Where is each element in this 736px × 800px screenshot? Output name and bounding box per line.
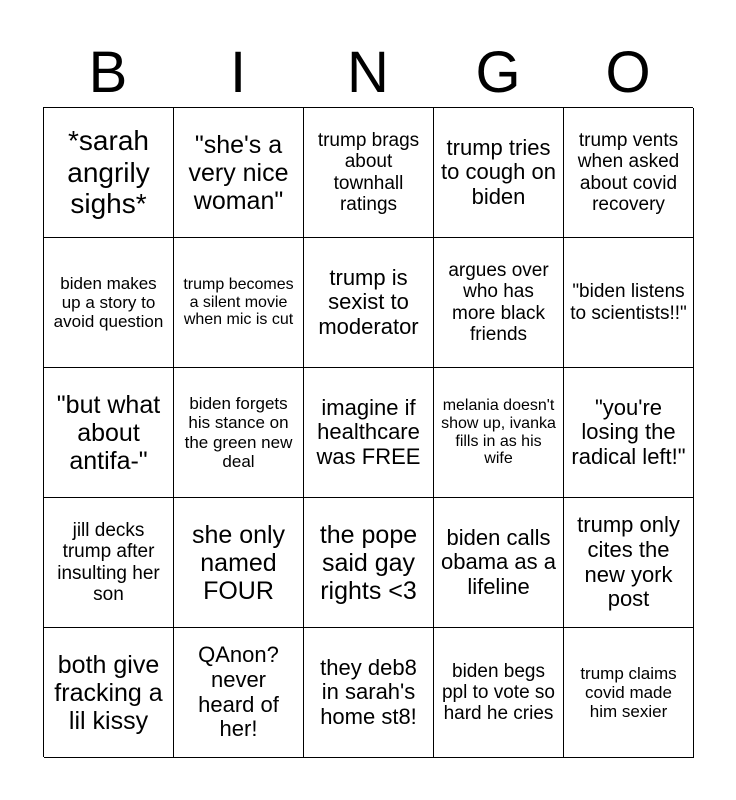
cell-text: they deb8 in sarah's home st8! — [320, 654, 417, 729]
header-letter-g: G — [475, 40, 521, 105]
bingo-cell[interactable] — [44, 368, 174, 498]
cell-text: imagine if healthcare was FREE — [316, 394, 421, 469]
bingo-cell[interactable] — [434, 108, 564, 238]
bingo-cell[interactable] — [304, 368, 434, 498]
bingo-cell[interactable] — [564, 498, 694, 628]
bingo-cell[interactable] — [174, 368, 304, 498]
bingo-cell[interactable] — [44, 238, 174, 368]
bingo-cell[interactable] — [434, 498, 564, 628]
header-letter-b: B — [88, 40, 128, 105]
bingo-cell[interactable] — [564, 108, 694, 238]
bingo-cell[interactable] — [304, 498, 434, 628]
cell-text: biden forgets his stance on the green new deal — [184, 394, 293, 471]
cell-text: "biden listens to scientists!!" — [570, 281, 687, 324]
bingo-cell[interactable] — [564, 238, 694, 368]
header-letter-n: N — [347, 40, 389, 105]
bingo-cell[interactable] — [174, 108, 304, 238]
bingo-cell[interactable] — [564, 628, 694, 758]
bingo-header — [43, 40, 693, 106]
bingo-cell[interactable] — [304, 108, 434, 238]
bingo-cell[interactable] — [174, 498, 304, 628]
bingo-cell[interactable] — [434, 368, 564, 498]
cell-text: both give fracking a lil kissy — [54, 650, 163, 735]
cell-text: biden begs ppl to vote so hard he cries — [441, 660, 556, 725]
bingo-cell[interactable] — [304, 238, 434, 368]
cell-text: trump becomes a silent movie when mic is cut — [183, 275, 294, 329]
cell-text: QAnon? never heard of her! — [198, 642, 279, 742]
cell-text: "but what about antifa-" — [56, 390, 161, 475]
cell-text: *sarah angrily sighs* — [67, 125, 150, 220]
bingo-cell[interactable] — [564, 368, 694, 498]
cell-text: trump vents when asked about covid recovery — [577, 129, 680, 215]
header-letter-o: O — [605, 40, 651, 105]
cell-text: biden calls obama as a lifeline — [441, 524, 556, 599]
bingo-cell[interactable] — [44, 628, 174, 758]
bingo-cell[interactable] — [174, 238, 304, 368]
bingo-cell[interactable] — [434, 628, 564, 758]
bingo-board — [43, 107, 693, 757]
cell-text: trump tries to cough on biden — [441, 134, 556, 209]
cell-text: trump claims covid made him sexier — [580, 663, 677, 722]
bingo-cell[interactable] — [434, 238, 564, 368]
cell-text: argues over who has more black friends — [448, 259, 549, 345]
bingo-cell[interactable] — [44, 108, 174, 238]
cell-text: trump only cites the new york post — [577, 512, 680, 612]
cell-text: jill decks trump after insulting her son — [57, 519, 160, 605]
cell-text: "she's a very nice woman" — [188, 130, 289, 215]
header-letter-i: I — [229, 40, 247, 105]
bingo-cell[interactable] — [44, 498, 174, 628]
cell-text: trump brags about townhall ratings — [317, 129, 420, 215]
cell-text: trump is sexist to moderator — [318, 264, 419, 339]
bingo-cell[interactable] — [304, 628, 434, 758]
cell-text: "you're losing the radical left!" — [571, 394, 686, 469]
cell-text: melania doesn't show up, ivanka fills in as his wife — [441, 396, 556, 468]
cell-text: the pope said gay rights <3 — [319, 520, 418, 605]
cell-text: she only named FOUR — [191, 520, 286, 605]
cell-text: biden makes up a story to avoid question — [53, 273, 164, 332]
bingo-cell[interactable] — [174, 628, 304, 758]
